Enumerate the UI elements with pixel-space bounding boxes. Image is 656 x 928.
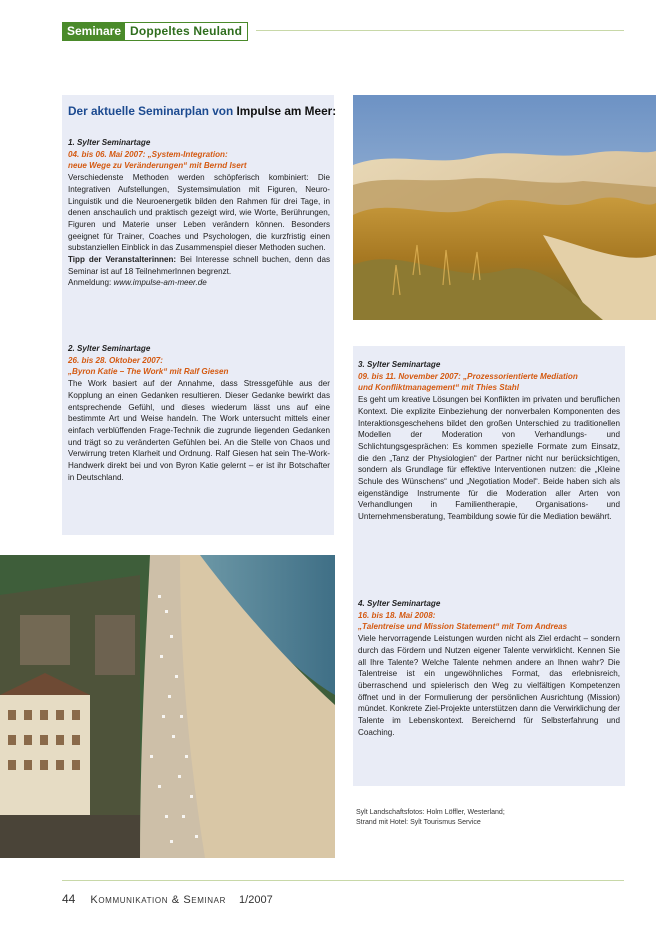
seminar-2-subtitle-1: 26. bis 28. Oktober 2007:	[68, 355, 163, 365]
dunes-photo	[353, 95, 656, 320]
registration-label: Anmeldung:	[68, 278, 114, 288]
seminar-4-subtitle-1: 16. bis 18. Mai 2008:	[358, 610, 436, 620]
seminar-1-title: 1. Sylter Seminartage	[68, 138, 151, 147]
tip-text: Bei Interesse schnell buchen, denn das Seminar ist auf 18 TeilnehmerInnen begrenzt.	[68, 255, 330, 276]
seminar-3-subtitle-1: 09. bis 11. November 2007: „Prozessorientierte Mediation	[358, 371, 578, 381]
photo-credit-line-2: Strand mit Hotel: Sylt Tourismus Service	[356, 819, 481, 826]
seminar-4-body: Viele hervorragende Leistungen wurden nicht als Ziel erdacht – sondern durch das Fördern und Nutzen eigener Talente verwirklicht. Kennen Sie all Ihre Talente? Welche Talente nehmen andere an Ihnen wahr? Die Talentreise ist ein ungewöhnliches Format, das erlebnisreich, überraschend und spielerisch den Weg zu vielfältigen Kompetenzen öffnet und in der Formulierung der persönlichen Ausrichtung (Mission) mündet. Konkrete Ziel-Projekte unterstützen dann die Verwirklichung der Talente im Lebenskontext. Bereichernd für Selbsterfahrung und Coaching.	[358, 634, 620, 737]
seminar-4-subtitle-2: „Talentreise und Mission Statement“ mit Tom Andreas	[358, 622, 568, 632]
seminar-1-subtitle-2: neue Wege zu Veränderungen“ mit Bernd Isert	[68, 161, 247, 171]
seminar-3-body: Es geht um kreative Lösungen bei Konflikten im privaten und beruflichen Kontext. Die explizite Einbeziehung der nonverbalen Komponenten des Interaktionsgeschehens bildet den großen Unterschied zu traditionellen Modellen der Moderation von Verhandlungs- und Schlichtungsgesprächen: Es kommen spezielle Formate zum Einsatz, die den „Tanz der Physiologien“ der Partner nicht nur berücksichtigen, sondern als Grundlage für effektive Interventionen nutzen: die „Kleine Schule des Wünschens“ und „Negotiation Model“. Beide haben sich als eigenständige Instrumente für die Moderation aller Arten von Verhandlungen in Familientherapie, Organisations- und Unternehmensberatung, Teambildung sowie für die Mediation bewährt.	[358, 395, 620, 522]
seminar-2-body: The Work basiert auf der Annahme, dass Stressgefühle aus der Kopplung an einen Gedanken resultieren. Dieser Gedanke bewirkt das entsprechende Gefühl, und dieses wiederum lässt uns auf eine bestimmte Art und Weise handeln. The Work untersucht mittels einer einfach verblüffenden Frage-Technik die zugrunde liegenden Gedanken und trägt so zu veränderten Gefühlen bei. An die Stelle von Chaos und Verwirrung treten Klarheit und Ordnung. Ralf Giesen hat sein The-Work-Handwerk direkt bei und von Byron Katie gelernt – er ist ihr Botschafter in Deutschland.	[68, 379, 330, 482]
seminar-2	[68, 343, 330, 483]
heading-text: Der aktuelle Seminarplan von	[68, 104, 237, 118]
photo-credit	[356, 808, 616, 828]
header-rule	[256, 30, 624, 31]
seminar-plan-heading	[68, 104, 337, 118]
seminar-1-tip	[68, 254, 330, 277]
registration-link[interactable]: www.impulse-am-meer.de	[113, 278, 207, 288]
beach-photo	[0, 555, 335, 858]
topic-label: Doppeltes Neuland	[125, 23, 247, 40]
footer-rule	[62, 880, 624, 881]
seminar-3	[358, 359, 620, 523]
seminar-1-registration	[68, 277, 330, 289]
seminar-1-subtitle-1: 04. bis 06. Mai 2007: „System-Integration:	[68, 149, 228, 159]
heading-brand: Impulse am Meer:	[236, 104, 337, 118]
magazine-name: Kommunikation & Seminar	[90, 894, 226, 906]
photo-credit-line-1: Sylt Landschaftsfotos: Holm Löffler, Westerland;	[356, 809, 505, 816]
seminar-1	[68, 137, 330, 289]
seminar-4-title: 4. Sylter Seminartage	[358, 599, 441, 608]
seminar-4	[358, 598, 620, 738]
section-tag	[62, 22, 248, 41]
seminar-1-body: Verschiedenste Methoden werden schöpferisch kombiniert: Die Integrativen Aufstellungen, Systemsimulation mit Figuren, Neuro-Linguistik und die Neuroenergetik bilden den Rahmen für drei Tage, in denen anschaulich und praktisch gezeigt wird, wie Worte, Berührungen, Figuren und Materie unser Leben verändern können. Besonders geeignet für Trainer, Coaches und Psychologen, die kurzfristig einen substanziellen Einblick in das Zusammenspiel dieser Methoden suchen.	[68, 173, 330, 253]
page-footer	[62, 892, 273, 906]
page-number: 44	[62, 892, 76, 906]
tip-label: Tipp der Veranstalterinnen:	[68, 255, 177, 265]
seminar-2-subtitle-2: „Byron Katie – The Work“ mit Ralf Giesen	[68, 367, 229, 377]
issue-number: 1/2007	[239, 894, 273, 906]
section-label: Seminare	[63, 23, 125, 40]
seminar-3-title: 3. Sylter Seminartage	[358, 360, 441, 369]
seminar-2-title: 2. Sylter Seminartage	[68, 344, 151, 353]
seminar-3-subtitle-2: und Konfliktmanagement“ mit Thies Stahl	[358, 383, 519, 393]
